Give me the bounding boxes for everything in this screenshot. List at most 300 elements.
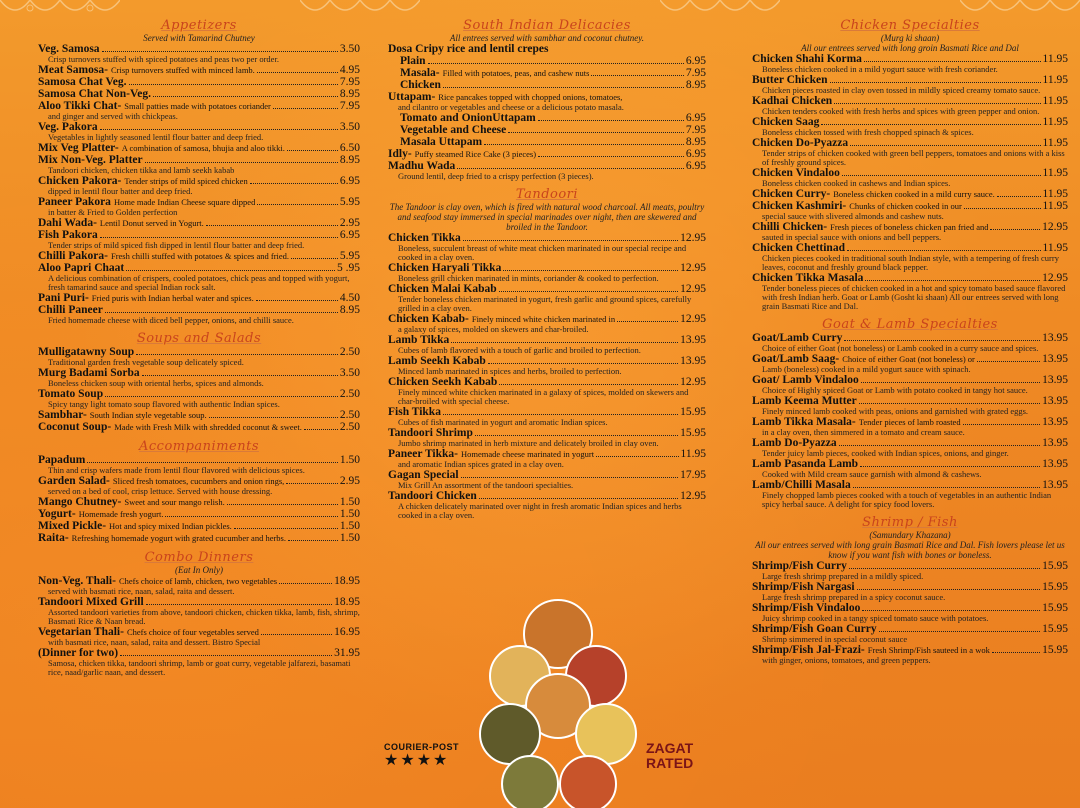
item-price: 11.95 (1042, 95, 1068, 107)
item-name: Meat Samosa- (38, 64, 108, 76)
item-price: 2.95 (339, 475, 360, 487)
menu-item (38, 100, 360, 121)
item-price: 12.95 (680, 490, 706, 502)
item-name: Chicken Vindaloo (752, 167, 840, 179)
item-price: 31.95 (334, 647, 360, 659)
dot-leader (484, 144, 684, 145)
goat-lamb-list (752, 332, 1068, 509)
menu-item (38, 229, 360, 250)
item-name: Shrimp/Fish Vindaloo (752, 602, 861, 614)
section-title-goat-lamb: Goat & Lamb Specialties (822, 317, 998, 332)
menu-item-row (752, 188, 1068, 200)
dot-leader (499, 291, 678, 292)
item-name: Chicken Chettinad (752, 242, 845, 254)
item-name: Chilli Chicken- (752, 221, 828, 233)
item-tagline: Finely minced white chicken marinated in (471, 314, 616, 324)
item-name: Chicken Malai Kabab (388, 283, 497, 295)
dot-leader (142, 375, 338, 376)
right-column (712, 0, 1080, 808)
menu-item (752, 602, 1068, 623)
dot-leader (100, 129, 338, 130)
item-price: 12.95 (680, 262, 706, 274)
menu-item-row (38, 421, 360, 433)
south-indian-list (388, 43, 706, 181)
item-description: Cubes of fish marinated in yogurt and aromatic Indian spices. (398, 417, 608, 427)
dot-leader (100, 237, 338, 238)
section-title-soups: Soups and Salads (136, 331, 262, 346)
dot-leader (443, 414, 678, 415)
section-title-tandoori: Tandoori (515, 187, 579, 202)
courier-post-badge (384, 742, 464, 770)
item-description: Traditional garden fresh vegetable soup delicately spiced. (48, 357, 244, 367)
item-name: Chicken Tikka Masala (752, 272, 864, 284)
dot-leader (963, 424, 1041, 425)
menu-item (388, 355, 706, 376)
item-description: and cilantro or vegetables and cheese or a delicious potato masala. (398, 102, 624, 112)
dot-leader (126, 270, 335, 271)
dot-leader (286, 483, 338, 484)
dot-leader (859, 403, 1040, 404)
menu-item-row (38, 88, 360, 100)
dot-leader (256, 300, 338, 301)
item-price: 15.95 (1042, 602, 1068, 614)
dot-leader (257, 204, 338, 205)
dot-leader (234, 528, 338, 529)
item-description: Tender boneless pieces of chicken cooked in a hot and spicy tomato based sauce flavored with fresh Indian herb. Goat or Lamb (Gosht ki shaan) All our entrees served with long grain Basmati Rice and Dal. (762, 283, 1066, 311)
menu-item (38, 575, 360, 596)
item-price: 12.95 (680, 232, 706, 244)
dot-leader (129, 84, 338, 85)
item-description: with basmati rice, naan, salad, raita and dessert. Bistro Special (48, 637, 261, 647)
item-price: 11.95 (1042, 242, 1068, 254)
menu-item (38, 454, 360, 475)
item-name: Fish Pakora (38, 229, 98, 241)
item-price: 11.95 (1042, 188, 1068, 200)
item-price: 3.50 (339, 43, 360, 55)
item-description: a galaxy of spices, molded on skewers and char-broiled. (398, 324, 589, 334)
menu-item (38, 196, 360, 217)
item-name: Aloo Papri Chaat (38, 262, 125, 274)
dot-leader (997, 196, 1041, 197)
dot-leader (499, 384, 678, 385)
item-tagline: Filled with potatoes, peas, and cashew nuts (442, 68, 590, 78)
item-description: in batter & Fried to Golden perfection (48, 207, 178, 217)
item-name: Chicken (400, 79, 441, 91)
item-price: 7.95 (339, 76, 360, 88)
dot-leader (591, 75, 683, 76)
item-name: Butter Chicken (752, 74, 828, 86)
item-name: Tandoori Mixed Grill (38, 596, 144, 608)
menu-item (388, 334, 706, 355)
item-name: Shrimp/Fish Jal-Frazi- (752, 644, 865, 656)
item-description: Chicken pieces roasted in clay oven tossed in mildly spiced creamy tomato sauce. (762, 85, 1041, 95)
item-name: Fish Tikka (388, 406, 441, 418)
accompaniments-list (38, 454, 360, 544)
menu-item (38, 367, 360, 388)
dot-leader (428, 63, 684, 64)
zagat-line2: RATED (646, 755, 694, 771)
item-name: Mixed Pickle- (38, 520, 107, 532)
dot-leader (257, 72, 338, 73)
item-description: A delicious combination of crispers, cooled potatoes, chick peas and topped with yogurt, fresh tamarind sauce and special Indian rock salt. (48, 273, 350, 292)
menu-item (388, 67, 706, 79)
item-price: 1.50 (339, 454, 360, 466)
item-description: Fried homemade cheese with diced bell pepper, onions, and chilli sauce. (48, 315, 294, 325)
menu-item (388, 283, 706, 313)
section-title-shrimp-fish: Shrimp / Fish (862, 515, 958, 530)
item-price: 16.95 (334, 626, 360, 638)
item-tagline: Rice pancakes topped with chopped onions, tomatoes, (438, 92, 623, 102)
menu-item (752, 581, 1068, 602)
dot-leader (304, 429, 338, 430)
menu-item-row (38, 532, 360, 544)
dot-leader (508, 132, 684, 133)
item-price: 11.95 (680, 448, 706, 460)
item-tagline: Boneless chicken cooked in a mild curry sauce. (833, 189, 995, 199)
item-name: Kadhai Chicken (752, 95, 833, 107)
item-name: Chicken Tikka (388, 232, 461, 244)
item-description: Spicy tangy light tomato soup flavored with authentic Indian spices. (48, 399, 280, 409)
item-name: Tomato Soup (38, 388, 104, 400)
item-price: 8.95 (339, 88, 360, 100)
dot-leader (990, 229, 1040, 230)
item-tagline: Fresh chilli stuffed with potatoes & spices and fried. (110, 251, 290, 261)
item-name: Chicken Saag (752, 116, 820, 128)
item-price: 6.95 (685, 148, 706, 160)
item-description: and aromatic Indian spices grated in a clay oven. (398, 459, 564, 469)
dot-leader (847, 250, 1041, 251)
menu-item (752, 272, 1068, 311)
item-description: Chicken pieces cooked in traditional south Indian style, with a tempering of fresh curry leaves, coconut and freshly ground black pepper. (762, 253, 1059, 272)
item-tagline: Made with Fresh Milk with shredded coconut & sweet. (114, 422, 302, 432)
item-description: Tandoori chicken, chicken tikka and lamb seekh kabab (48, 165, 235, 175)
menu-item (38, 388, 360, 409)
dot-leader (250, 183, 338, 184)
item-price: 15.95 (680, 406, 706, 418)
section-subtitle: All entrees served with sambhar and coconut chutney. (449, 33, 645, 43)
item-description: Cubes of lamb flavored with a touch of garlic and broiled to perfection. (398, 345, 641, 355)
section-title-chicken: Chicken Specialties (840, 18, 980, 33)
item-price: 3.50 (339, 121, 360, 133)
item-price: 13.95 (1042, 458, 1068, 470)
menu-item (388, 55, 706, 67)
item-description: Tender juicy lamb pieces, cooked with Indian spices, onions, and ginger. (762, 448, 1009, 458)
dot-leader (227, 504, 338, 505)
section-title-appetizers: Appetizers (161, 18, 237, 33)
menu-item-row (388, 112, 706, 124)
menu-item (388, 160, 706, 181)
item-price: 13.95 (1042, 437, 1068, 449)
item-description: in a clay oven, then simmered in a tomato and cream sauce. (762, 427, 965, 437)
item-tagline: Fried puris with Indian herbal water and spices. (91, 293, 254, 303)
menu-item (38, 421, 360, 433)
item-description: Crisp turnovers stuffed with spiced potatoes and peas two per order. (48, 54, 279, 64)
menu-item (752, 167, 1068, 188)
menu-item (388, 124, 706, 136)
item-name: Vegetable and Cheese (400, 124, 507, 136)
item-price: 2.50 (339, 346, 360, 358)
menu-item (752, 332, 1068, 353)
item-price: 15.95 (1042, 560, 1068, 572)
item-price: 1.50 (339, 496, 360, 508)
menu-item (38, 292, 360, 304)
menu-item (388, 112, 706, 124)
item-price: 15.95 (680, 427, 706, 439)
item-price: 11.95 (1042, 200, 1068, 212)
menu-item (388, 313, 706, 334)
dot-leader (844, 340, 1040, 341)
item-description: Finely minced white chicken marinated in a galaxy of spices, molded on skewers and char-broiled with special cheese. (398, 387, 689, 406)
item-description: Boneless grill chicken marinated in mints, coriander & cooked to perfection. (398, 273, 659, 283)
menu-item-row (38, 64, 360, 76)
menu-item-row (388, 124, 706, 136)
courier-post-name: COURIER-POST (384, 742, 460, 752)
item-tagline: Home made Indian Cheese square dipped (113, 197, 256, 207)
menu-item (38, 626, 360, 647)
menu-item-row (388, 43, 706, 55)
menu-item-row (38, 250, 360, 262)
item-price: 8.95 (685, 79, 706, 91)
menu-item-row (38, 217, 360, 229)
item-name: Coconut Soup- (38, 421, 112, 433)
menu-item (38, 647, 360, 677)
item-name: Goat/Lamb Curry (752, 332, 843, 344)
section-subtitle: (Murg ki shaan) (880, 33, 940, 43)
dot-leader (209, 417, 338, 418)
item-price: 13.95 (1042, 416, 1068, 428)
item-price: 18.95 (334, 575, 360, 587)
menu-item (38, 43, 360, 64)
item-name: Tandoori Chicken (388, 490, 477, 502)
item-tagline: A combination of samosa, bhujia and aloo tikki. (121, 143, 285, 153)
menu-item (752, 416, 1068, 437)
section-subtitle: Served with Tamarind Chutney (143, 33, 255, 43)
dot-leader (443, 87, 684, 88)
item-name: Pani Puri- (38, 292, 89, 304)
dot-leader (964, 208, 1041, 209)
dot-leader (862, 610, 1040, 611)
item-name: Goat/ Lamb Vindaloo (752, 374, 859, 386)
item-price: 12.95 (1042, 272, 1068, 284)
dot-leader (206, 225, 338, 226)
item-description: Large fresh shrimp prepared in a spicy coconut sauce. (762, 592, 946, 602)
item-description: Tender strips of chicken cooked with green bell peppers, tomatoes and onions with a kiss of freshly ground spices. (762, 148, 1065, 167)
dot-leader (830, 82, 1041, 83)
item-name: Lamb Seekh Kabab (388, 355, 486, 367)
menu-item (388, 79, 706, 91)
item-tagline: Sliced fresh tomatoes, cucumbers and onion rings, (112, 476, 285, 486)
item-tagline: Chefs choice of four vegetables served (126, 627, 259, 637)
item-price: 6.50 (339, 142, 360, 154)
menu-item-row (388, 79, 706, 91)
menu-item (388, 490, 706, 520)
item-name: Chicken Do-Pyazza (752, 137, 849, 149)
item-name: Lamb Pasanda Lamb (752, 458, 859, 470)
menu-item (38, 142, 360, 154)
food-photo-collage (470, 594, 646, 808)
item-tagline: Choice of either Goat (not boneless) or (842, 354, 975, 364)
item-price: 13.95 (1042, 374, 1068, 386)
item-description: A chicken delicately marinated over night in fresh aromatic Indian spices and herbs cooked in a clay oven. (398, 501, 682, 520)
appetizers-list (38, 43, 360, 325)
item-price: 13.95 (1042, 395, 1068, 407)
item-name: Samosa Chat Veg. (38, 76, 127, 88)
dot-leader (120, 655, 332, 656)
menu-item (388, 406, 706, 427)
item-price: 15.95 (1042, 623, 1068, 635)
item-tagline: Small patties made with potatoes coriander (124, 101, 271, 111)
item-tagline: Tender strips of mild spiced chicken (124, 176, 248, 186)
menu-item (752, 644, 1068, 665)
dot-leader (475, 435, 678, 436)
menu-item (38, 596, 360, 626)
item-price: 4.95 (339, 64, 360, 76)
item-description: Lamb (boneless) cooked in a mild yogurt sauce with spinach. (762, 364, 971, 374)
menu-item-row (38, 76, 360, 88)
item-price: 11.95 (1042, 74, 1068, 86)
item-tagline: Homemade cheese marinated in yogurt (460, 449, 595, 459)
dot-leader (538, 120, 684, 121)
menu-item-row (388, 67, 706, 79)
menu-item (388, 448, 706, 469)
item-name: Chicken Kabab- (388, 313, 469, 325)
menu-item (388, 427, 706, 448)
item-price: 7.95 (685, 124, 706, 136)
item-name: Chicken Haryali Tikka (388, 262, 502, 274)
tandoori-list (388, 232, 706, 520)
item-name: Chicken Curry- (752, 188, 831, 200)
item-description: Tender boneless chicken marinated in yogurt, fresh garlic and ground spices, carefully grilled in a clay oven. (398, 294, 692, 313)
item-description: Chicken tenders cooked with fresh herbs and spices with green pepper and onion. (762, 106, 1040, 116)
item-description: Choice of Highly spiced Goat or Lamb with potato cooked in tangy hot sauce. (762, 385, 1028, 395)
menu-item (752, 437, 1068, 458)
menu-item (752, 137, 1068, 167)
menu-item (752, 374, 1068, 395)
dot-leader (273, 108, 338, 109)
menu-item (752, 221, 1068, 242)
item-tagline: Chunks of chicken cooked in our (849, 201, 962, 211)
item-description: Assorted tandoori varieties from above, tandoori chicken, chicken tikka, lamb, fish, shrimp, Basmati Rice & Naan bread. (48, 607, 360, 626)
dot-leader (879, 631, 1041, 632)
item-price: 13.95 (680, 355, 706, 367)
item-name: Yogurt- (38, 508, 76, 520)
item-description: Mix Grill An assortment of the tandoori specialties. (398, 480, 574, 490)
item-description: Jumbo shrimp marinated in herb mixture and delicately broiled in clay oven. (398, 438, 659, 448)
dot-leader (279, 583, 332, 584)
item-name: Veg. Samosa (38, 43, 100, 55)
item-price: 2.50 (339, 388, 360, 400)
item-name: Uttapam- (388, 91, 436, 103)
item-name: Masala- (400, 67, 440, 79)
item-price: 1.50 (339, 532, 360, 544)
zagat-line1: ZAGAT (646, 740, 694, 756)
menu-item (752, 74, 1068, 95)
menu-item (752, 395, 1068, 416)
item-name: Chilli Paneer (38, 304, 103, 316)
item-description: Thin and crisp wafers made from lentil flour flavored with delicious spices. (48, 465, 305, 475)
item-tagline: Lentil Donut served in Yogurt. (99, 218, 204, 228)
item-description: with ginger, onions, tomatoes, and green peppers. (762, 655, 931, 665)
item-name: Plain (400, 55, 426, 67)
section-subtitle: The Tandoor is clay oven, which is fired with natural wood charcoal. All meats, poultry and seafood stay immersed in special marinades over night, then are skewered and broiled in the Tandoor. (389, 202, 705, 232)
item-price: 18.95 (334, 596, 360, 608)
item-price: 8.95 (685, 136, 706, 148)
item-name: Gagan Special (388, 469, 459, 481)
item-price: 17.95 (680, 469, 706, 481)
item-name: Chicken Shahi Korma (752, 53, 862, 65)
section-subtitle: (Samundary Khazana) (869, 530, 951, 540)
menu-item (38, 409, 360, 421)
dot-leader (864, 61, 1041, 62)
item-name: Non-Veg. Thali- (38, 575, 116, 587)
item-description: Samosa, chicken tikka, tandoori shrimp, lamb or goat curry, vegetable jalfarezi, basamati rice, naad/garlic naan, and dessert. (48, 658, 351, 677)
menu-item (38, 508, 360, 520)
dot-leader (857, 589, 1041, 590)
dot-leader (479, 498, 678, 499)
item-price: 5 .95 (337, 262, 360, 274)
item-description: Boneless chicken soup with oriental herbs, spices and almonds. (48, 378, 264, 388)
item-price: 2.50 (339, 409, 360, 421)
section-title-accompaniments: Accompaniments (139, 439, 259, 454)
left-column (0, 0, 366, 808)
dot-leader (451, 342, 678, 343)
menu-item-row (388, 148, 706, 160)
item-description: served with basmati rice, naan, salad, raita and dessert. (48, 586, 235, 596)
section-title-combo: Combo Dinners (144, 550, 254, 565)
item-description: Finely minced lamb cooked with peas, onions and garnished with grated eggs. (762, 406, 1029, 416)
item-name: Vegetarian Thali- (38, 626, 124, 638)
item-description: dipped in lentil flour batter and deep fried. (48, 186, 193, 196)
item-name: Samosa Chat Non-Veg. (38, 88, 151, 100)
menu-item (388, 148, 706, 160)
item-name: Lamb Tikka Masala- (752, 416, 856, 428)
menu-item (38, 76, 360, 88)
dot-leader (136, 354, 338, 355)
item-name: Idly- (388, 148, 412, 160)
shrimp-fish-list (752, 560, 1068, 665)
item-name: Tandoori Shrimp (388, 427, 473, 439)
menu-item-row (38, 508, 360, 520)
item-price: 8.95 (339, 304, 360, 316)
menu-item (388, 232, 706, 262)
dot-leader (87, 462, 338, 463)
item-description: special sauce with slivered almonds and cashew nuts. (762, 211, 944, 221)
dot-leader (821, 124, 1040, 125)
section-subtitle: All our entrees served with long groin Basmati Rice and Dal (801, 43, 1019, 53)
item-name: Masala Uttapam (400, 136, 483, 148)
dot-leader (145, 162, 338, 163)
item-name: Lamb Keema Mutter (752, 395, 857, 407)
dot-leader (849, 568, 1040, 569)
item-name: Dosa Cripy rice and lentil crepes (388, 43, 549, 55)
item-price: 6.95 (685, 112, 706, 124)
item-price: 6.95 (339, 175, 360, 187)
item-tagline: Tender pieces of lamb roasted (858, 417, 961, 427)
item-price: 11.95 (1042, 53, 1068, 65)
dot-leader (165, 516, 337, 517)
item-description: Ground lentil, deep fried to a crispy perfection (3 pieces). (398, 171, 594, 181)
dot-leader (287, 150, 338, 151)
item-description: Boneless, succulent breast of white meat chicken marinated in our special recipe and cooked in a clay oven. (398, 243, 687, 262)
menu-item (752, 353, 1068, 374)
item-description: Juicy shrimp cooked in a tangy spiced tomato sauce with potatoes. (762, 613, 989, 623)
item-description: and ginger and served with chickpeas. (48, 111, 178, 121)
item-name: (Dinner for two) (38, 647, 119, 659)
item-name: Madhu Wada (388, 160, 456, 172)
menu-item (38, 496, 360, 508)
menu-item (752, 188, 1068, 200)
item-description: Choice of either Goat (not boneless) or Lamb cooked in a curry sauce and spices. (762, 343, 1039, 353)
